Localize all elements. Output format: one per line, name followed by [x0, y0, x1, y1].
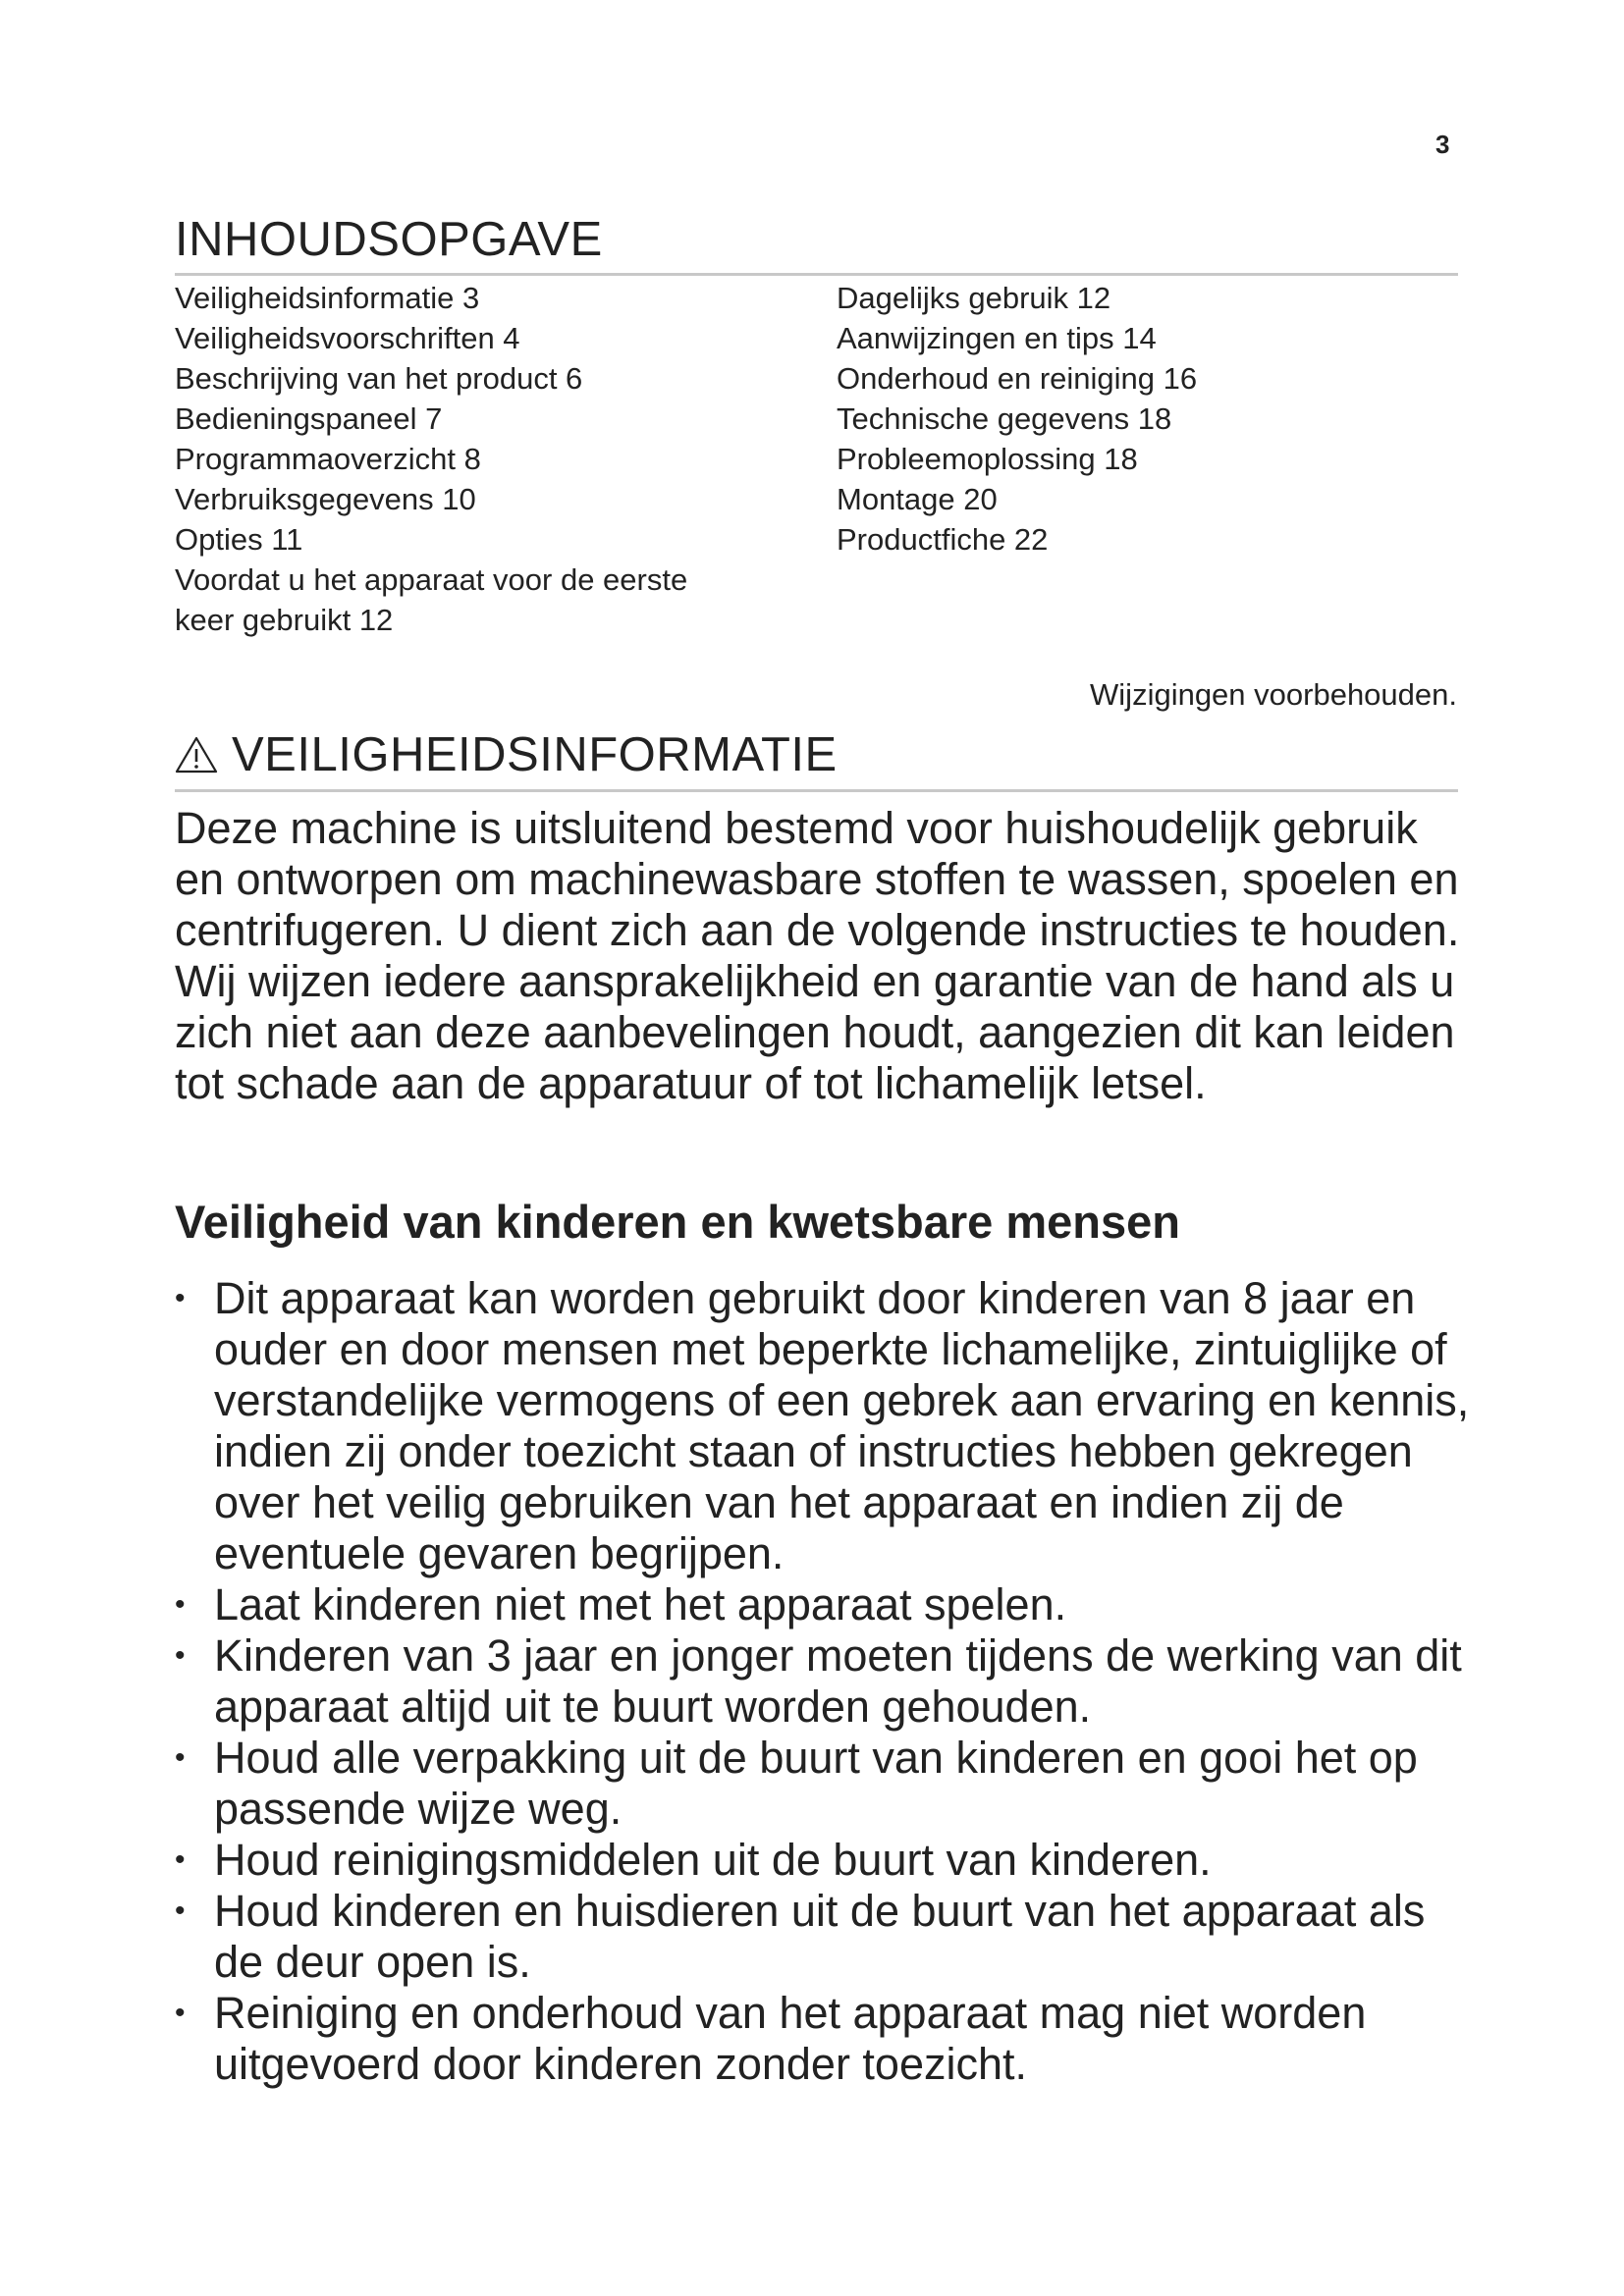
toc-entry: keer gebruikt 12 — [175, 603, 394, 637]
toc-entry: Bedieningspaneel 7 — [175, 401, 443, 436]
children-safety-heading: Veiligheid van kinderen en kwetsbare mensen — [175, 1196, 1180, 1248]
toc-entry: Technische gegevens 18 — [837, 401, 1172, 436]
bullet-marker: • — [175, 1997, 186, 2029]
list-item — [175, 1273, 1471, 1579]
changes-note: Wijzigingen voorbehouden. — [1090, 677, 1457, 712]
warning-triangle-icon — [175, 735, 218, 774]
toc-entry: Onderhoud en reiniging 16 — [837, 361, 1198, 396]
list-item-text: Kinderen van 3 jaar en jonger moeten tijdens de werking van dit apparaat altijd uit te buurt worden gehouden. — [214, 1630, 1462, 1732]
children-safety-list — [175, 1273, 1471, 2090]
toc-entry: Beschrijving van het product 6 — [175, 361, 583, 396]
safety-title — [175, 727, 838, 782]
list-item-text: Houd kinderen en huisdieren uit de buurt van het apparaat als de deur open is. — [214, 1886, 1426, 1987]
list-item — [175, 1733, 1471, 1835]
bullet-marker: • — [175, 1639, 186, 1672]
toc-entry: Veiligheidsinformatie 3 — [175, 281, 480, 315]
list-item — [175, 1835, 1471, 1886]
list-item-text: Reiniging en onderhoud van het apparaat mag niet worden uitgevoerd door kinderen zonder toezicht. — [214, 1988, 1367, 2089]
list-item-text: Dit apparaat kan worden gebruikt door kinderen van 8 jaar en ouder en door mensen met beperkte lichamelijke, zintuiglijke of verstandelijke vermogens of een gebrek aan ervaring en kennis, indien zij onder toezicht staan of instructies hebben gekregen over het veilig gebruiken van het apparaat en indien zij de eventuele gevaren begrijpen. — [214, 1273, 1470, 1578]
toc-entry: Probleemoplossing 18 — [837, 442, 1138, 476]
toc-entry: Voordat u het apparaat voor de eerste — [175, 562, 688, 597]
list-item — [175, 1886, 1471, 1988]
toc-entry: Montage 20 — [837, 482, 998, 516]
safety-intro-paragraph: Deze machine is uitsluitend bestemd voor huishoudelijk gebruik en ontworpen om machinewasbare stoffen te wassen, spoelen en centrifugeren. U dient zich aan de volgende instructies te houden. Wij wijzen iedere aansprakelijkheid en garantie van de hand als u zich niet aan deze aanbevelingen houdt, aangezien dit kan leiden tot schade aan de apparatuur of tot lichamelijk letsel. — [175, 803, 1460, 1108]
toc-entry: Opties 11 — [175, 522, 303, 557]
list-item-text: Houd reinigingsmiddelen uit de buurt van kinderen. — [214, 1835, 1212, 1885]
toc-entry: Productfiche 22 — [837, 522, 1049, 557]
bullet-marker: • — [175, 1588, 186, 1621]
toc-entry: Verbruiksgegevens 10 — [175, 482, 476, 516]
toc-entry: Dagelijks gebruik 12 — [837, 281, 1111, 315]
bullet-marker: • — [175, 1741, 186, 1774]
safety-divider — [175, 789, 1458, 792]
toc-right-column — [837, 278, 1445, 560]
toc-entry: Programmaoverzicht 8 — [175, 442, 481, 476]
safety-title-text: VEILIGHEIDSINFORMATIE — [232, 728, 838, 781]
toc-divider — [175, 273, 1458, 276]
list-item — [175, 1579, 1471, 1630]
bullet-marker: • — [175, 1843, 186, 1876]
list-item-text: Houd alle verpakking uit de buurt van kinderen en gooi het op passende wijze weg. — [214, 1733, 1418, 1834]
toc-entry: Veiligheidsvoorschriften 4 — [175, 321, 520, 355]
toc-left-column — [175, 278, 784, 640]
bullet-marker: • — [175, 1282, 186, 1314]
page-number: 3 — [1435, 130, 1450, 159]
list-item — [175, 1630, 1471, 1733]
list-item — [175, 1988, 1471, 2090]
toc-title: INHOUDSOPGAVE — [175, 213, 603, 266]
bullet-marker: • — [175, 1895, 186, 1927]
list-item-text: Laat kinderen niet met het apparaat spelen. — [214, 1579, 1067, 1629]
toc-entry: Aanwijzingen en tips 14 — [837, 321, 1157, 355]
